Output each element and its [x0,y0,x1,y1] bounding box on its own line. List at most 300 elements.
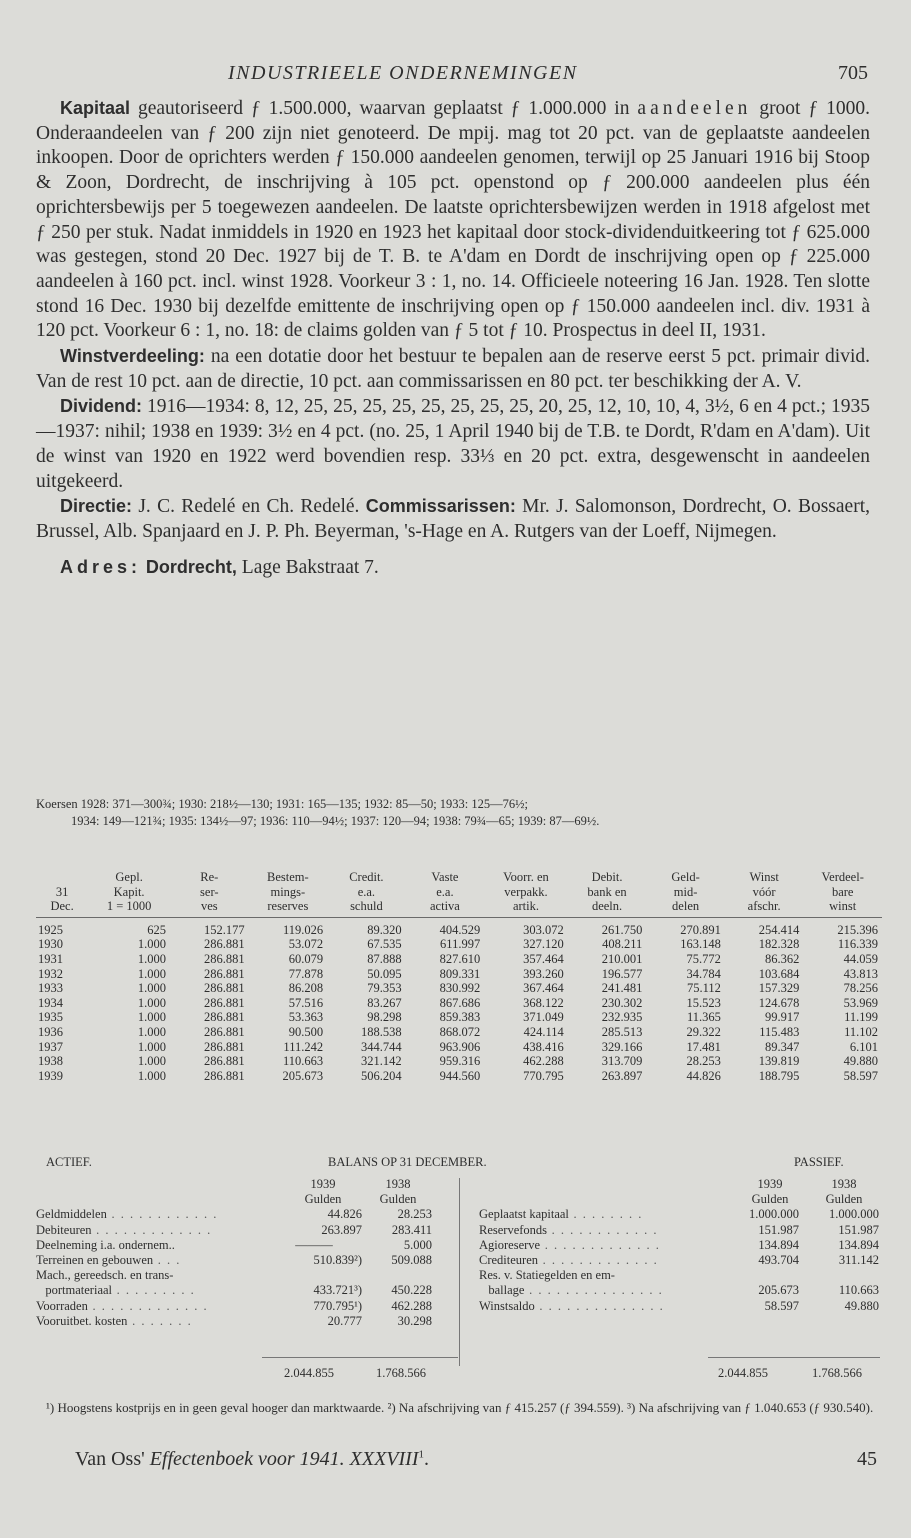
column-header: delen [646,899,725,917]
table-cell: 17.481 [686,1039,721,1054]
table-cell: 75.112 [686,981,721,996]
year-cell: 1932 [38,966,63,981]
book-title [75,1448,429,1471]
actief-label: ACTIEF. [46,1155,92,1169]
table-cell: 393.260 [523,966,564,981]
value-1939: 20.777 [327,1313,362,1328]
directie-label: Directie: [60,496,133,517]
table-cell: 1.000 [137,995,167,1010]
unit-header-row [479,1192,882,1207]
table-cell: 286.881 [203,981,245,996]
table-cell: 286.881 [203,995,245,1010]
table-cell: 462.288 [523,1054,564,1069]
table-row [36,996,882,1011]
value-1939: 263.897 [321,1222,362,1237]
table-cell: 111.242 [283,1039,324,1054]
balance-row [479,1223,882,1238]
table-cell: 34.784 [686,966,721,981]
table-cell: 188.538 [361,1024,402,1039]
balance-row [479,1253,882,1268]
adres-paragraph [36,555,870,581]
value-1939: 134.894 [758,1237,799,1252]
table-cell: 78.256 [843,981,878,996]
table-cell: 270.891 [680,922,721,937]
table-cell: 75.772 [686,951,721,966]
value-1938: 311.142 [838,1252,879,1267]
balance-row [36,1268,456,1283]
total-actief-1939: 2.044.855 [284,1366,334,1380]
koersen-block [36,796,876,830]
value-1938: 151.987 [838,1222,879,1237]
table-cell: 232.935 [601,1010,643,1025]
table-cell: 44.826 [686,1068,721,1083]
value-1939: 58.597 [764,1298,799,1313]
total-passief-1939: 2.044.855 [718,1366,768,1380]
passief-column [479,1177,882,1314]
table-cell: 188.795 [758,1068,800,1083]
page-footer [0,1448,911,1474]
leader-dots: . . . . . . . . . . . . . [540,1237,661,1252]
value-1938: 450.228 [391,1283,432,1298]
balance-row [36,1314,456,1329]
table-cell: 286.881 [203,1024,245,1039]
table-cell: 867.686 [439,995,481,1010]
table-cell: 1.000 [137,966,167,981]
table-cell: 303.072 [523,922,564,937]
table-row [36,1069,882,1084]
balance-label: Res. v. Statiegelden en em- [479,1268,615,1283]
table-cell: 286.881 [203,1039,245,1054]
volume-sup: 1 [418,1448,424,1461]
table-row [36,967,882,982]
leader-dots: . . . . . . . . . . . . [106,1207,218,1222]
table-cell: 261.750 [601,922,643,937]
balance-row [479,1238,882,1253]
page-number: 705 [838,62,868,84]
column-header: e.a. [436,884,454,899]
table-cell: 139.819 [758,1054,800,1069]
column-header: bank en [587,884,627,899]
table-cell: 86.362 [765,951,800,966]
table-header-row [36,870,882,885]
table-cell: 1.000 [137,1054,167,1069]
leader-dots: . . . . . . . . . . . . . . . [524,1283,664,1298]
table-cell: 286.881 [203,1010,245,1025]
running-header [0,62,911,88]
year-header-row [479,1177,882,1192]
table-cell: 119.026 [282,922,324,937]
table-cell: 367.464 [523,981,564,996]
year-cell: 1931 [38,951,63,966]
table-row [36,1010,882,1025]
balance-row [36,1253,456,1268]
unit-label: Gulden [751,1192,789,1207]
table-cell: 103.684 [758,966,800,981]
column-header: 1 = 1000 [88,899,170,917]
koersen-line: Koersen 1928: 371—300¾; 1930: 218½—130; 1931: 165—135; 1932: 85—50; 1933: 125—76½; [36,797,529,811]
year-cell: 1925 [38,922,63,937]
balance-row [479,1207,882,1222]
balance-label: Terreinen en gebouwen . . . [36,1252,181,1267]
column-header: Bestem- [267,870,309,884]
passief-label: PASSIEF. [794,1155,844,1169]
balance-sheet [36,1155,882,1328]
title-end: . [424,1448,429,1470]
year-label: 1939 [310,1177,336,1191]
table-cell: 44.059 [843,951,878,966]
column-header: mid- [673,884,698,899]
leader-dots: . . . . . . . . [568,1207,643,1222]
value-1938: 5.000 [403,1237,432,1252]
column-header: artik. [484,899,568,917]
table-cell: 321.142 [361,1054,402,1069]
leader-dots: . . . . . . . . . . . . . . [534,1298,665,1313]
balance-row [479,1299,882,1314]
table-cell: 163.148 [680,937,721,952]
table-cell: 611.997 [440,937,481,952]
year-label: 1938 [385,1177,411,1191]
table-cell: 116.339 [837,937,878,952]
column-header [36,870,88,885]
kapitaal-text-a: geautoriseerd ƒ 1.500.000, waarvan geplaatst ƒ 1.000.000 in [130,98,638,119]
table-cell: 53.072 [288,937,324,952]
table-cell: 87.888 [367,951,402,966]
column-header: activa [406,899,485,917]
table-cell: 53.363 [288,1010,324,1025]
table-cell: 368.122 [523,995,564,1010]
commissarissen-text: Mr. J. Salomonson, Dordrecht, O. Bossaert, Brussel, Alb. Spanjaard en J. P. Ph. Beyerman, 's-Hage en A. Rutgers van der Loeff, Nijmegen. [36,496,870,542]
column-header: schuld [327,899,406,917]
balance-row [36,1207,456,1222]
table-cell: 286.881 [203,966,245,981]
value-1939: 433.721³) [313,1283,362,1298]
table-cell: 205.673 [282,1068,324,1083]
value-1938: 283.411 [391,1222,432,1237]
dividend-text: 1916—1934: 8, 12, 25, 25, 25, 25, 25, 25, 25, 25, 20, 25, 12, 10, 10, 4, 3½, 6 en 4 pct.; 1935—1937: nihil; 1938 en 1939: 3½ en 4 pct. (no. 25, 1 April 1940 bij de T.B. te Dordt, R'dam en A'dam). Uit de winst van 1920 en 1922 werd bovendien resp. 33⅓ en 20 pct. extra, desgewenscht in aandeelen uitgekeerd. [36,396,870,492]
value-1939: 205.673 [758,1283,799,1298]
value-1939: 44.826 [327,1207,362,1222]
actief-rows [36,1207,456,1329]
year-label: 1939 [757,1177,783,1191]
table-cell: 241.481 [601,981,643,996]
table-cell: 424.114 [523,1024,564,1039]
adres-street: Lage Bakstraat 7. [236,556,379,578]
leader-dots: . . . [153,1252,181,1267]
value-1938: 134.894 [838,1237,879,1252]
table-cell: 50.095 [367,966,402,981]
table-row [36,1040,882,1055]
value-1938: 509.088 [391,1252,432,1267]
kapitaal-label: Kapitaal [60,98,131,118]
table-cell: 827.610 [439,951,481,966]
year-cell: 1935 [38,1010,63,1025]
value-1939: 770.795¹) [313,1298,362,1313]
balance-label: portmateriaal . . . . . . . . . [36,1283,196,1298]
value-1938: 462.288 [391,1298,432,1313]
table-cell: 263.897 [601,1068,643,1083]
year-cell: 1939 [38,1068,63,1083]
table-cell: 83.267 [367,995,402,1010]
table-cell: 286.881 [203,951,245,966]
table-cell: 6.101 [849,1039,878,1054]
table-cell: 11.102 [844,1024,878,1039]
commissarissen-label: Commissarissen: [365,496,516,517]
column-header: Debit. [591,870,623,884]
balance-label: ballage . . . . . . . . . . . . . . . [479,1283,664,1298]
balance-row [36,1238,456,1253]
table-cell: 215.396 [837,922,878,937]
column-header: ser- [200,884,219,899]
table-cell: 438.416 [523,1039,564,1054]
table-cell: 809.331 [439,966,481,981]
value-1939: 151.987 [758,1222,799,1237]
book-name: Effectenboek voor 1941. XXXVIII [144,1448,419,1470]
table-cell: 99.917 [765,1010,800,1025]
adres-city: Dordrecht, [145,556,237,577]
balance-row [479,1283,882,1298]
unit-label: Gulden [379,1192,417,1207]
table-cell: 286.881 [203,1054,245,1069]
value-1939: 510.839²) [313,1252,362,1267]
table-cell: 770.795 [523,1068,564,1083]
table-cell: 1.000 [137,1024,167,1039]
value-1938: 49.880 [844,1298,879,1313]
table-cell: 371.049 [523,1010,564,1025]
balance-label: Winstsaldo . . . . . . . . . . . . . . [479,1298,665,1313]
balance-row [36,1299,456,1314]
year-header-row [36,1177,456,1192]
table-cell: 86.208 [288,981,324,996]
table-cell: 89.320 [367,922,402,937]
table-cell: 210.001 [601,951,643,966]
column-header: Kapit. [113,884,145,899]
table-cell: 57.516 [288,995,324,1010]
table-cell: 98.298 [367,1010,402,1025]
winstverdeeling-label: Winstverdeeling: [60,346,205,367]
value-1939: ——— [295,1237,333,1252]
column-header: Vaste [431,870,459,884]
table-cell: 344.744 [361,1039,402,1054]
table-cell: 152.177 [203,922,245,937]
column-header: mings- [270,884,306,899]
column-header: Voorr. en [503,870,549,884]
table-cell: 11.199 [844,1010,878,1025]
leader-dots: . . . . . . . . . . . . . [87,1298,209,1313]
table-cell: 327.120 [523,937,564,952]
balance-label: Agioreserve . . . . . . . . . . . . . [479,1237,661,1252]
column-header: reserves [249,899,328,917]
table-cell: 196.577 [601,966,643,981]
financial-table [36,870,882,1083]
table-cell: 285.513 [601,1024,643,1039]
table-cell: 43.813 [843,966,878,981]
balance-label: Vooruitbet. kosten . . . . . . . [36,1313,193,1328]
actief-column [36,1177,456,1329]
footnotes: ¹) Hoogstens kostprijs en in geen geval hooger dan marktwaarde. ²) Na afschrijving van ƒ 415.257 (ƒ 394.559). ³) Na afschrijving van ƒ 1.040.653 (ƒ 930.540). [46,1400,874,1415]
table-cell: 1.000 [137,1039,167,1054]
table-cell: 29.322 [686,1024,721,1039]
table-cell: 89.347 [765,1039,800,1054]
table-cell: 157.329 [758,981,800,996]
table-cell: 254.414 [758,922,800,937]
year-cell: 1937 [38,1039,63,1054]
table-cell: 1.000 [137,951,167,966]
column-header: Verdeel- [821,870,864,884]
column-header: verpakk. [504,884,548,899]
column-header: winst [803,899,882,917]
leader-dots: . . . . . . . . . . . . . [91,1222,212,1237]
table-cell: 79.353 [367,981,402,996]
column-header: deeln. [568,899,647,917]
value-1939: 493.704 [758,1252,799,1267]
table-cell: 959.316 [439,1054,481,1069]
balance-row [479,1268,882,1283]
table-cell: 868.072 [439,1024,481,1039]
table-cell: 115.483 [759,1024,800,1039]
balance-totals [0,1366,911,1382]
balance-caption [36,1155,882,1173]
balance-row [36,1223,456,1238]
column-header: Re- [200,870,219,884]
value-1939: 1.000.000 [749,1207,799,1222]
table-cell: 182.328 [758,937,800,952]
table-cell: 506.204 [361,1068,402,1083]
column-header: e.a. [357,884,376,899]
unit-label: Gulden [825,1192,863,1207]
table-cell: 15.523 [686,995,721,1010]
balance-label: Mach., gereedsch. en trans- [36,1268,174,1283]
unit-label: Gulden [304,1192,342,1207]
balance-label: Reservefonds . . . . . . . . . . . . [479,1222,659,1237]
table-cell: 11.365 [686,1010,721,1025]
publisher-name: Van Oss' [75,1448,145,1470]
balance-label: Crediteuren . . . . . . . . . . . . . [479,1252,659,1267]
section-title: INDUSTRIEELE ONDERNEMINGEN [228,62,578,84]
table-cell: 944.560 [439,1068,481,1083]
kapitaal-text-b: groot ƒ 1000. Onderaandeelen van ƒ 200 zijn niet genoteerd. De mpij. mag tot 20 pct. van de geplaatste aandeelen inkoopen. Door de oprichters werden ƒ 150.000 aandeelen genomen, terwijl op 25 Januari 1916 bij Stoop & Zoon, Dordrecht, de inschrijving à 105 pct. openstond op ƒ 200.000 aandeelen plus één oprichtersbewijs per 5 toegewezen aandeelen. De laatste oprichtersbewijzen werden in 1918 afgelost met ƒ 250 per stuk. Nadat inmiddels in 1920 en 1923 het kapitaal door stock-dividenduitkeering tot ƒ 625.000 was gestegen, stond 20 Dec. 1927 bij de T. B. te A'dam en Dordt de inschrijving open op ƒ 225.000 aandeelen à 160 pct. incl. winst 1928. Voorkeur 3 : 1, no. 14. Officieele noteering 16 Jan. 1928. Ten slotte stond 16 Dec. 1930 bij dezelfde emittente de inschrijving open op ƒ 150.000 aandeelen incl. div. 1931 à 120 pct. Voorkeur 6 : 1, no. 18: de claims golden van ƒ 5 tot ƒ 10. Prospectus in deel II, 1931. [36,98,870,342]
value-1938: 30.298 [397,1313,432,1328]
table-cell: 1.000 [137,1010,167,1025]
column-divider [459,1178,460,1366]
column-header: ves [170,899,249,917]
kapitaal-paragraph [36,96,870,344]
column-header: Winst [749,870,779,884]
year-cell: 1936 [38,1024,63,1039]
table-cell: 1.000 [137,981,167,996]
table-header-row [36,899,882,917]
table-cell: 329.166 [601,1039,643,1054]
table-cell: 408.211 [602,937,643,952]
balance-label: Voorraden . . . . . . . . . . . . . [36,1298,209,1313]
table-cell: 963.906 [439,1039,481,1054]
column-header: Gepl. [115,870,143,884]
balance-label: Deelneming i.a. ondernem.. [36,1237,175,1252]
year-label: 1938 [831,1177,857,1191]
balance-row [36,1283,456,1298]
column-header: Credit. [349,870,384,884]
table-cell: 625 [147,922,167,937]
table-cell: 49.880 [843,1054,878,1069]
table-cell: 1.000 [137,937,167,952]
table-cell: 404.529 [439,922,481,937]
value-1938: 1.000.000 [829,1207,879,1222]
balance-label: Geldmiddelen . . . . . . . . . . . . [36,1207,218,1222]
total-rule-left [262,1357,458,1358]
unit-header-row [36,1192,456,1207]
table-row [36,952,882,967]
table-row [36,981,882,996]
balance-title: BALANS OP 31 DECEMBER. [328,1155,487,1169]
adres-label: Adres: [60,556,142,577]
table-row [36,1054,882,1069]
table-cell: 859.383 [439,1010,481,1025]
leader-dots: . . . . . . . . . . . . [547,1222,659,1237]
passief-rows [479,1207,882,1313]
koersen-line: 1934: 149—121¾; 1935: 134½—97; 1936: 110—94½; 1937: 120—94; 1938: 79¾—65; 1939: 87—69½. [71,814,600,828]
column-header: Dec. [36,899,88,917]
value-1938: 110.663 [838,1283,879,1298]
directie-paragraph [36,494,870,544]
column-header: Geld- [671,870,700,884]
table-cell: 28.253 [686,1054,721,1069]
table-row [36,917,882,937]
table-cell: 53.969 [843,995,878,1010]
total-passief-1938: 1.768.566 [812,1366,862,1380]
year-cell: 1934 [38,995,63,1010]
table-cell: 58.597 [843,1068,878,1083]
table-cell: 124.678 [758,995,800,1010]
table-cell: 286.881 [203,1068,245,1083]
aandeelen-spaced: aandeelen [637,98,752,119]
table-cell: 313.709 [601,1054,643,1069]
column-header: 31 [55,884,69,899]
column-header: bare [831,884,854,899]
total-rule-right [708,1357,880,1358]
table-cell: 60.079 [288,951,324,966]
dividend-label: Dividend: [60,396,143,417]
footer-page-number: 45 [857,1448,877,1470]
table-cell: 286.881 [203,937,245,952]
table-cell: 77.878 [288,966,324,981]
table-row [36,937,882,952]
table-row [36,1025,882,1040]
leader-dots: . . . . . . . . . [112,1283,196,1298]
table-cell: 830.992 [439,981,481,996]
balance-label: Geplaatst kapitaal . . . . . . . . [479,1207,643,1222]
year-cell: 1933 [38,981,63,996]
leader-dots: . . . . . . . . . . . . . [538,1252,659,1267]
directie-text: J. C. Redelé en Ch. Redelé. [132,496,366,518]
year-cell: 1938 [38,1054,63,1069]
table-cell: 110.663 [282,1054,324,1069]
total-actief-1938: 1.768.566 [376,1366,426,1380]
column-header: afschr. [725,899,804,917]
table-cell: 1.000 [137,1068,167,1083]
company-description [36,96,870,580]
table-cell: 90.500 [288,1024,324,1039]
year-cell: 1930 [38,937,63,952]
table-cell: 67.535 [367,937,402,952]
leader-dots: . . . . . . . [127,1313,193,1328]
dividend-paragraph [36,394,870,494]
winstverdeeling-paragraph [36,344,870,394]
table-cell: 357.464 [523,951,564,966]
winstverdeeling-text: na een dotatie door het bestuur te bepalen aan de reserve eerst 5 pct. primair divid. Van de rest 10 pct. aan de directie, 10 pct. aan commissarissen en 80 pct. ter beschikking der A. V. [36,346,870,392]
value-1938: 28.253 [397,1207,432,1222]
table-cell: 230.302 [601,995,643,1010]
balance-label: Debiteuren . . . . . . . . . . . . . [36,1222,212,1237]
column-header: vóór [752,884,776,899]
